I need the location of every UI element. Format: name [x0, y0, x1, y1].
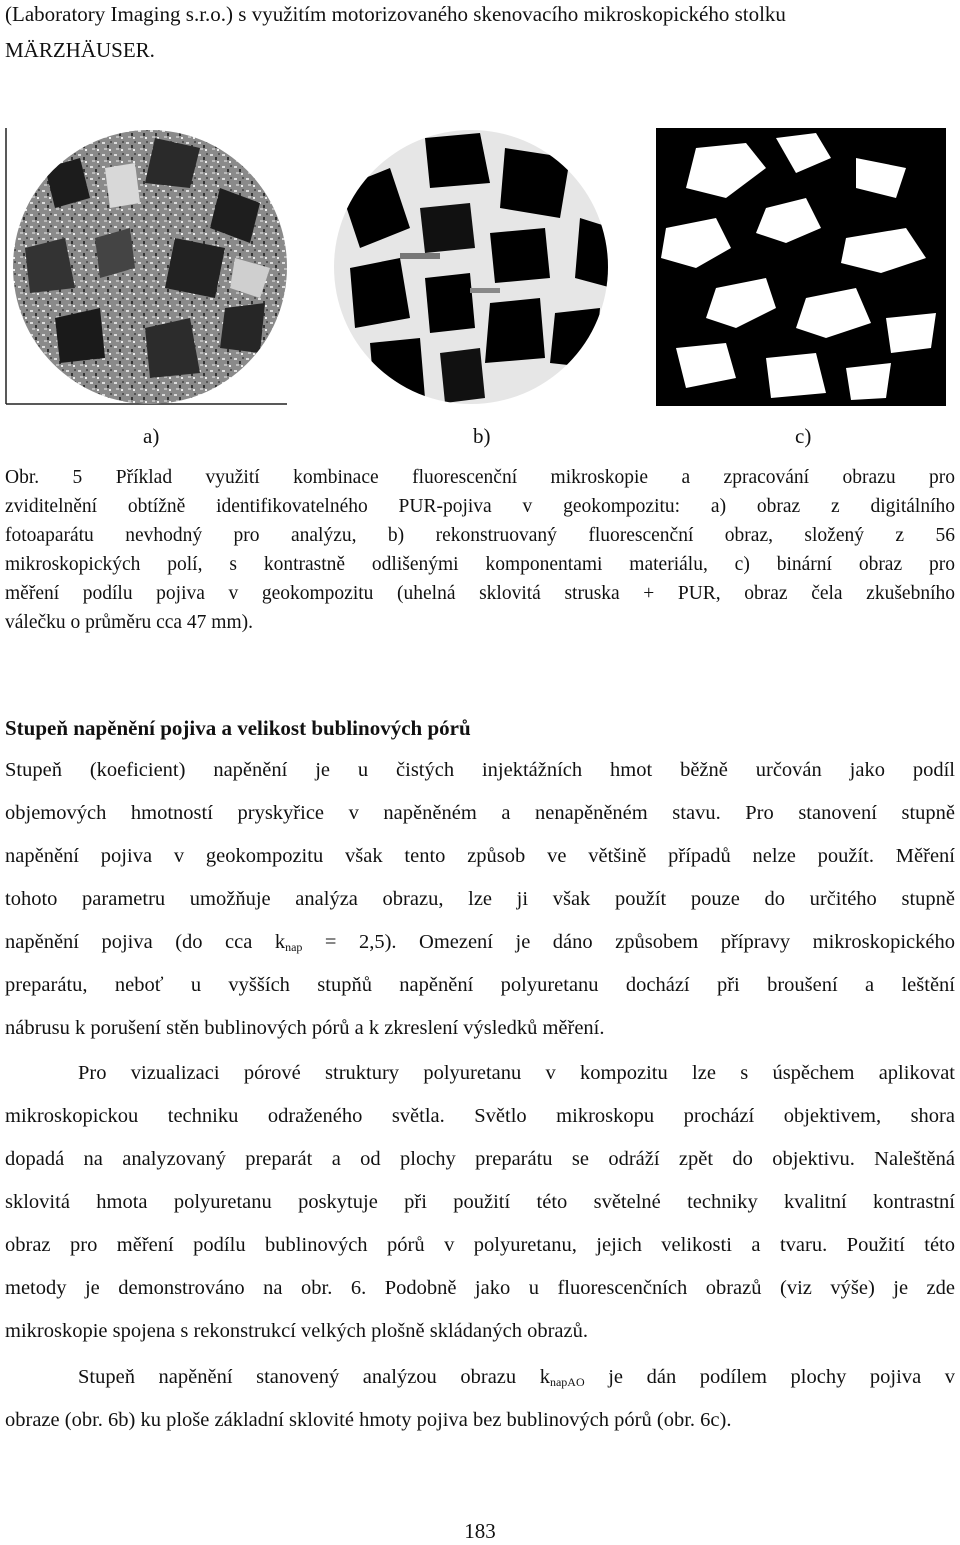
- paragraph-line: preparátu, neboť u vyšších stupňů napěnění polyuretanu dochází při broušení a leštění: [5, 974, 955, 996]
- figure-image-b: [330, 128, 612, 406]
- figure-image-a: [5, 128, 287, 406]
- figure-label-a: a): [143, 424, 160, 448]
- paragraph-line: dopadá na analyzovaný preparát a od plochy preparátu se odráží zpět do objektivu. Naleštěná: [5, 1148, 955, 1170]
- paragraph-line: obraze (obr. 6b) ku ploše základní sklovité hmoty pojiva bez bublinových pórů (obr. 6c).: [5, 1409, 732, 1431]
- paragraph-line: objemových hmotností pryskyřice v napěněném a nenapěněném stavu. Pro stanovení stupně: [5, 802, 955, 824]
- paragraph-line: Pro vizualizaci pórové struktury polyuretanu v kompozitu lze s úspěchem aplikovat: [78, 1062, 955, 1084]
- subscript: nap: [285, 940, 303, 954]
- paragraph-line: sklovitá hmota polyuretanu poskytuje při použití této světelné techniky kvalitní kontrastní: [5, 1191, 955, 1213]
- caption-line: válečku o průměru cca 47 mm).: [5, 612, 253, 633]
- intro-line-2: MÄRZHÄUSER.: [5, 38, 155, 62]
- text-segment: = 2,5). Omezení je dáno způsobem přípravy mikroskopického: [302, 931, 956, 953]
- figure-label-c: c): [795, 424, 812, 448]
- figure-label-b: b): [473, 424, 491, 448]
- paragraph-line: napěnění pojiva v geokompozitu však tento způsob ve většině případů nelze použít. Měření: [5, 845, 955, 867]
- text-segment: je dán podílem plochy pojiva v: [584, 1366, 955, 1388]
- caption-line: měření podílu pojiva v geokompozitu (uhelná sklovitá struska + PUR, obraz čela zkušebního: [5, 583, 955, 604]
- paragraph-line-with-subscript: [78, 1366, 955, 1390]
- paragraph-line: tohoto parametru umožňuje analýza obrazu, lze ji však použít pouze do určitého stupně: [5, 888, 955, 910]
- figure-image-c: [656, 128, 946, 406]
- section-heading: Stupeň napěnění pojiva a velikost bublinových pórů: [5, 716, 471, 740]
- subscript: napAO: [549, 1375, 585, 1389]
- paragraph-line: obraz pro měření podílu bublinových pórů v polyuretanu, jejich velikosti a tvaru. Použití této: [5, 1234, 955, 1256]
- caption-line: fotoaparátu nevhodný pro analýzu, b) rekonstruovaný fluorescenční obraz, složený z 56: [5, 525, 955, 546]
- page-number: 183: [464, 1519, 496, 1543]
- paragraph-line-with-subscript: [5, 931, 955, 955]
- paragraph-line: mikroskopickou techniku odraženého světla. Světlo mikroskopu prochází objektivem, shora: [5, 1105, 955, 1127]
- paragraph-line: nábrusu k porušení stěn bublinových pórů a k zkreslení výsledků měření.: [5, 1017, 605, 1039]
- text-segment: Stupeň napěnění stanovený analýzou obrazu k: [78, 1366, 550, 1388]
- caption-line: zviditelnění obtížně identifikovatelného PUR-pojiva v geokompozitu: a) obraz z digitálního: [5, 496, 955, 517]
- paragraph-line: Stupeň (koeficient) napěnění je u čistých injektážních hmot běžně určován jako podíl: [5, 759, 955, 781]
- caption-line: mikroskopických polí, s kontrastně odlišenými komponentami materiálu, c) binární obraz pro: [5, 554, 955, 575]
- paragraph-line: mikroskopie spojena s rekonstrukcí velkých plošně skládaných obrazů.: [5, 1320, 588, 1342]
- text-segment: napěnění pojiva (do cca k: [5, 931, 286, 953]
- intro-line-1: (Laboratory Imaging s.r.o.) s využitím motorizovaného skenovacího mikroskopického stolku: [5, 2, 786, 26]
- caption-line: Obr. 5 Příklad využití kombinace fluorescenční mikroskopie a zpracování obrazu pro: [5, 467, 955, 488]
- paragraph-line: metody je demonstrováno na obr. 6. Podobně jako u fluorescenčních obrazů (viz výše) je zde: [5, 1277, 955, 1299]
